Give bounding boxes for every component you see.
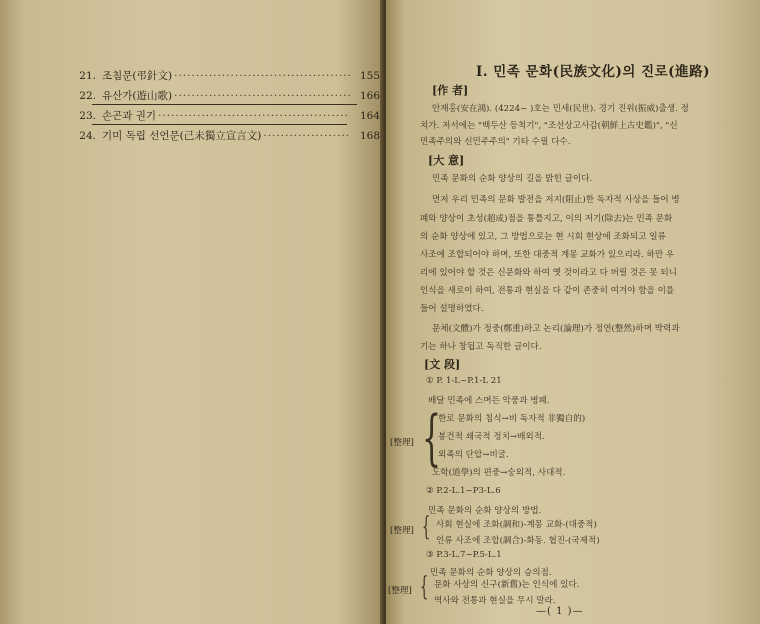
organize-tag: [整理] [390,438,414,448]
author-line: 안재홍(安在鴻). (4224~ )호는 민세(民世). 경기 진위(振威)출생. 정 [432,104,689,114]
toc-page-number: 166 [359,90,380,102]
summary-line: 폐와 양상이 초성(超成)점을 통틀지고, 이의 저기(除去)는 민족 문화 [420,214,673,224]
toc-page-number: 168 [359,130,380,142]
toc-number: 23. [79,110,96,122]
toc-title: 기미 독립 선언문(己未獨立宣言文) [102,130,262,142]
organized-item: 사회 현실에 조화(調和)-계몽 교화-(대중적) [436,520,597,530]
organized-item: 역사와 전통과 현실을 무시 말라. [434,596,556,606]
summary-line: 사조에 조합되어야 하며, 또한 대중적 계몽 교화가 있으리라. 하만 우 [420,250,675,260]
organize-tag: [整理] [390,526,414,536]
handwritten-underline [92,124,347,125]
organized-item: 도학(道學)의 편중→숭외적, 사대적. [432,468,566,478]
summary-line: 민족 문화의 순화 양상의 길을 밝힌 글이다. [432,174,593,184]
toc-leader-dots [263,130,350,142]
segment-reference: ① P. 1-L~P.1-L 21 [426,376,502,386]
organized-item: 문화 사상의 신구(新舊)는 인식에 있다. [434,580,580,590]
paragraph-heading: [文 段] [424,358,461,371]
author-line: 치가. 저서에는 "백두산 등척기", "조선상고사감(朝鮮上古史鑑)", "신 [420,121,678,131]
organized-item: 인류 사조에 조합(調合)-화동. 협진-(국제적) [436,536,600,546]
page-number: —( 1 )— [536,606,584,617]
organized-item: 외족의 단압→비굴. [438,450,509,460]
toc-row [70,128,380,148]
organize-tag: [整理] [388,586,412,596]
organized-item: 봉건적 쇄국적 정치→배외적. [438,432,545,442]
summary-line: 먼저 우리 민족의 문화 발전을 저지(阻止)한 독자적 사상을 들어 병 [432,195,680,205]
segment-reference: ② P.2-L.1~P3-L.6 [426,486,501,496]
summary-heading: [大 意] [428,154,465,167]
summary-line: 인식을 새로이 하여, 전통과 현실을 다 같이 존중히 여겨야 함을 이를 [420,286,675,296]
toc-row [70,108,380,128]
summary-line: 문체(文體)가 정중(鄭重)하고 논리(論理)가 정연(整然)하며 박력과 [432,324,680,334]
page-title: I. 민족 문화(民族文化)의 진로(進路) [476,64,710,80]
toc-row [70,68,380,88]
toc-leader-dots [158,110,350,122]
toc-title: 손곤과 권기 [102,110,157,122]
author-line: 민족주의와 신민주주의" 기타 수필 다수. [420,137,571,147]
toc-number: 21. [79,70,96,82]
right-page [386,0,760,624]
curly-brace: { [422,512,431,542]
segment-description: 배달 민족에 스며든 악풍과 병폐. [428,396,550,406]
segment-description: 민족 문화의 순화 양상의 승의점. [430,568,552,578]
summary-line: 들어 설명하였다. [420,304,484,314]
toc-page-number: 164 [359,110,380,122]
segment-reference: ③ P.3-L.7~P.5-L.1 [426,550,502,560]
summary-line: 기는 하나 창됩고 독직한 글이다. [420,342,542,352]
toc-number: 22. [79,90,96,102]
toc-title: 조침문(弔針文) [102,70,173,82]
table-of-contents [70,68,380,148]
toc-page-number: 155 [359,70,380,82]
summary-line: 리에 있어야 할 것은 신문화와 하여 옛 것이라고 다 버릴 것은 못 되니 [420,268,677,278]
toc-leader-dots [174,70,350,82]
summary-line: 의 순화 양상에 있고, 그 방법으로는 현 시회 현상에 조화되고 일류 [420,232,666,242]
handwritten-underline [92,104,357,105]
toc-number: 24. [79,130,96,142]
author-heading: [作 者] [432,84,469,97]
curly-brace: { [422,403,442,473]
toc-title: 유산가(遊山歌) [102,90,173,102]
toc-row [70,88,380,108]
curly-brace: { [420,572,429,602]
organized-item: 한로 문화의 침식→비 독자적 非獨自的) [438,414,586,424]
toc-leader-dots [174,90,350,102]
segment-description: 민족 문화의 순화 양상의 방법. [428,506,542,516]
